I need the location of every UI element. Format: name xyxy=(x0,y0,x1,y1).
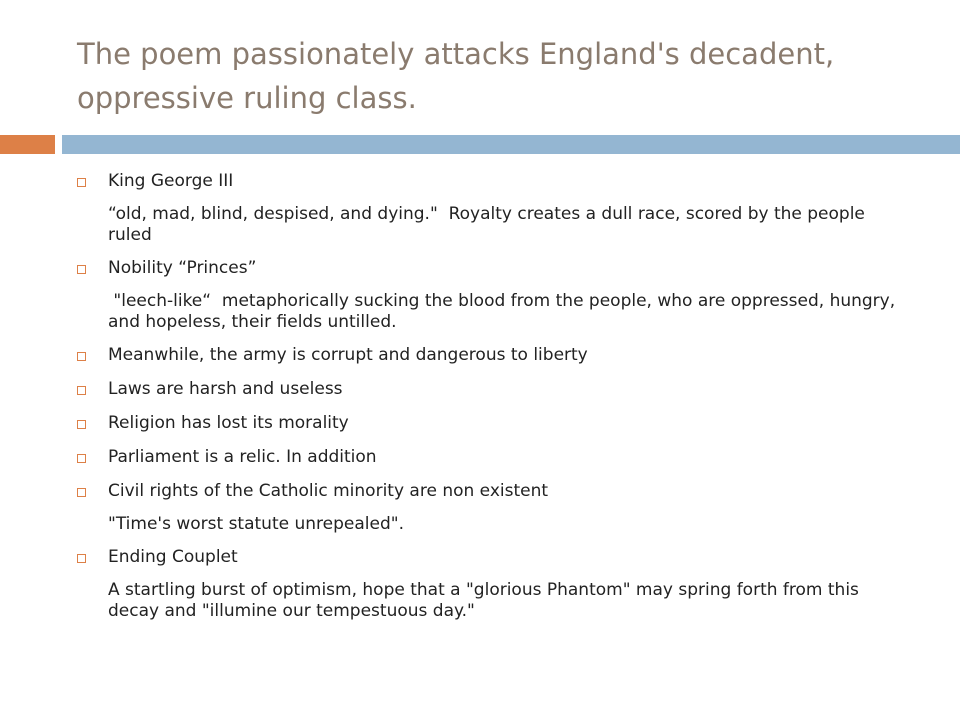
bullet-item xyxy=(77,546,907,568)
bullet-item xyxy=(77,378,907,400)
bullet-text: King George III xyxy=(108,171,234,191)
bullet-text: Nobility “Princes” xyxy=(108,258,257,278)
bullet-square-icon xyxy=(77,386,86,395)
bullet-item xyxy=(77,480,907,502)
sub-paragraph: A startling burst of optimism, hope that a "glorious Phantom" may spring forth from this decay and "illumine our tempestuous day." xyxy=(108,580,865,621)
bullet-square-icon xyxy=(77,454,86,463)
bullet-square-icon xyxy=(77,554,86,563)
title-accent-bar xyxy=(0,135,55,154)
bullet-square-icon xyxy=(77,265,86,274)
bullet-item xyxy=(77,257,907,279)
bullet-item xyxy=(77,170,907,192)
bullet-square-icon xyxy=(77,178,86,187)
bullet-item xyxy=(77,412,907,434)
title-divider-bar xyxy=(62,135,960,154)
slide-body xyxy=(77,170,907,633)
bullet-square-icon xyxy=(77,352,86,361)
bullet-square-icon xyxy=(77,488,86,497)
bullet-item xyxy=(77,344,907,366)
sub-paragraph: "leech-like“ metaphorically sucking the blood from the people, who are oppressed, hungry, and hopeless, their fields untilled. xyxy=(108,291,901,332)
slide-title: The poem passionately attacks England's decadent, oppressive ruling class. xyxy=(77,37,835,115)
bullet-text: Parliament is a relic. In addition xyxy=(108,447,377,467)
bullet-text: Meanwhile, the army is corrupt and dangerous to liberty xyxy=(108,345,588,365)
bullet-text: Civil rights of the Catholic minority are non existent xyxy=(108,481,549,501)
bullet-text: Ending Couplet xyxy=(108,547,238,567)
bullet-text: Laws are harsh and useless xyxy=(108,379,343,399)
bullet-text: Religion has lost its morality xyxy=(108,413,349,433)
sub-paragraph: "Time's worst statute unrepealed". xyxy=(108,514,404,534)
bullet-item xyxy=(77,446,907,468)
bullet-square-icon xyxy=(77,420,86,429)
sub-paragraph: “old, mad, blind, despised, and dying." Royalty creates a dull race, scored by the people ruled xyxy=(108,204,871,245)
